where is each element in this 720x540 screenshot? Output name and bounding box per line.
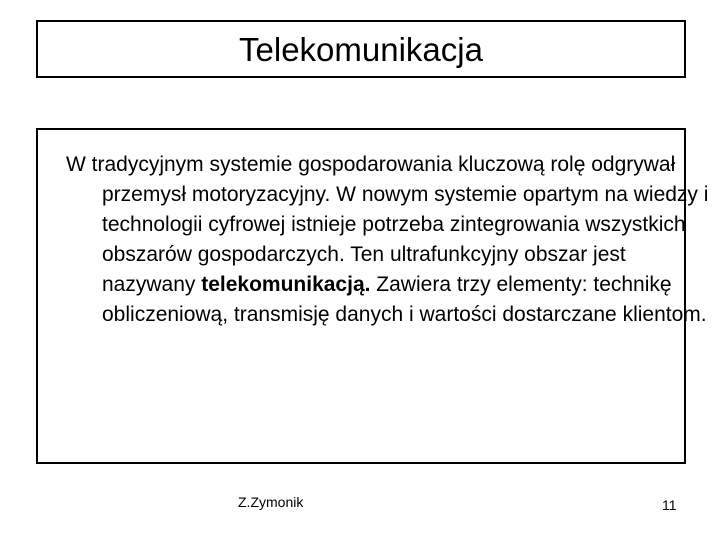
body-text-emphasis: telekomunikacją.: [201, 273, 371, 296]
slide-page-number: 11: [662, 497, 677, 513]
slide-title: Telekomunikacja: [239, 30, 483, 68]
body-text-part-1: W tradycyjnym systemie gospodarowania kluczową rolę odgrywał przemysł motoryzacyjny. W nowym systemie opartym na wiedzy i technologii cyfrowej istnieje potrzeba zintegrowania wszystkich obszarów gospodarczych. Ten ultrafunkcyjny obszar jest nazywany: [66, 153, 709, 296]
body-text-part-2: Zawiera trzy elementy: technikę obliczeniową, transmisję danych i wartości dostarczane klientom.: [102, 273, 707, 326]
footer-author: Z.Zymonik: [238, 494, 304, 510]
slide-body-box: [36, 128, 709, 464]
slide-title-box: [36, 20, 686, 78]
slide-body-text: [66, 150, 712, 330]
